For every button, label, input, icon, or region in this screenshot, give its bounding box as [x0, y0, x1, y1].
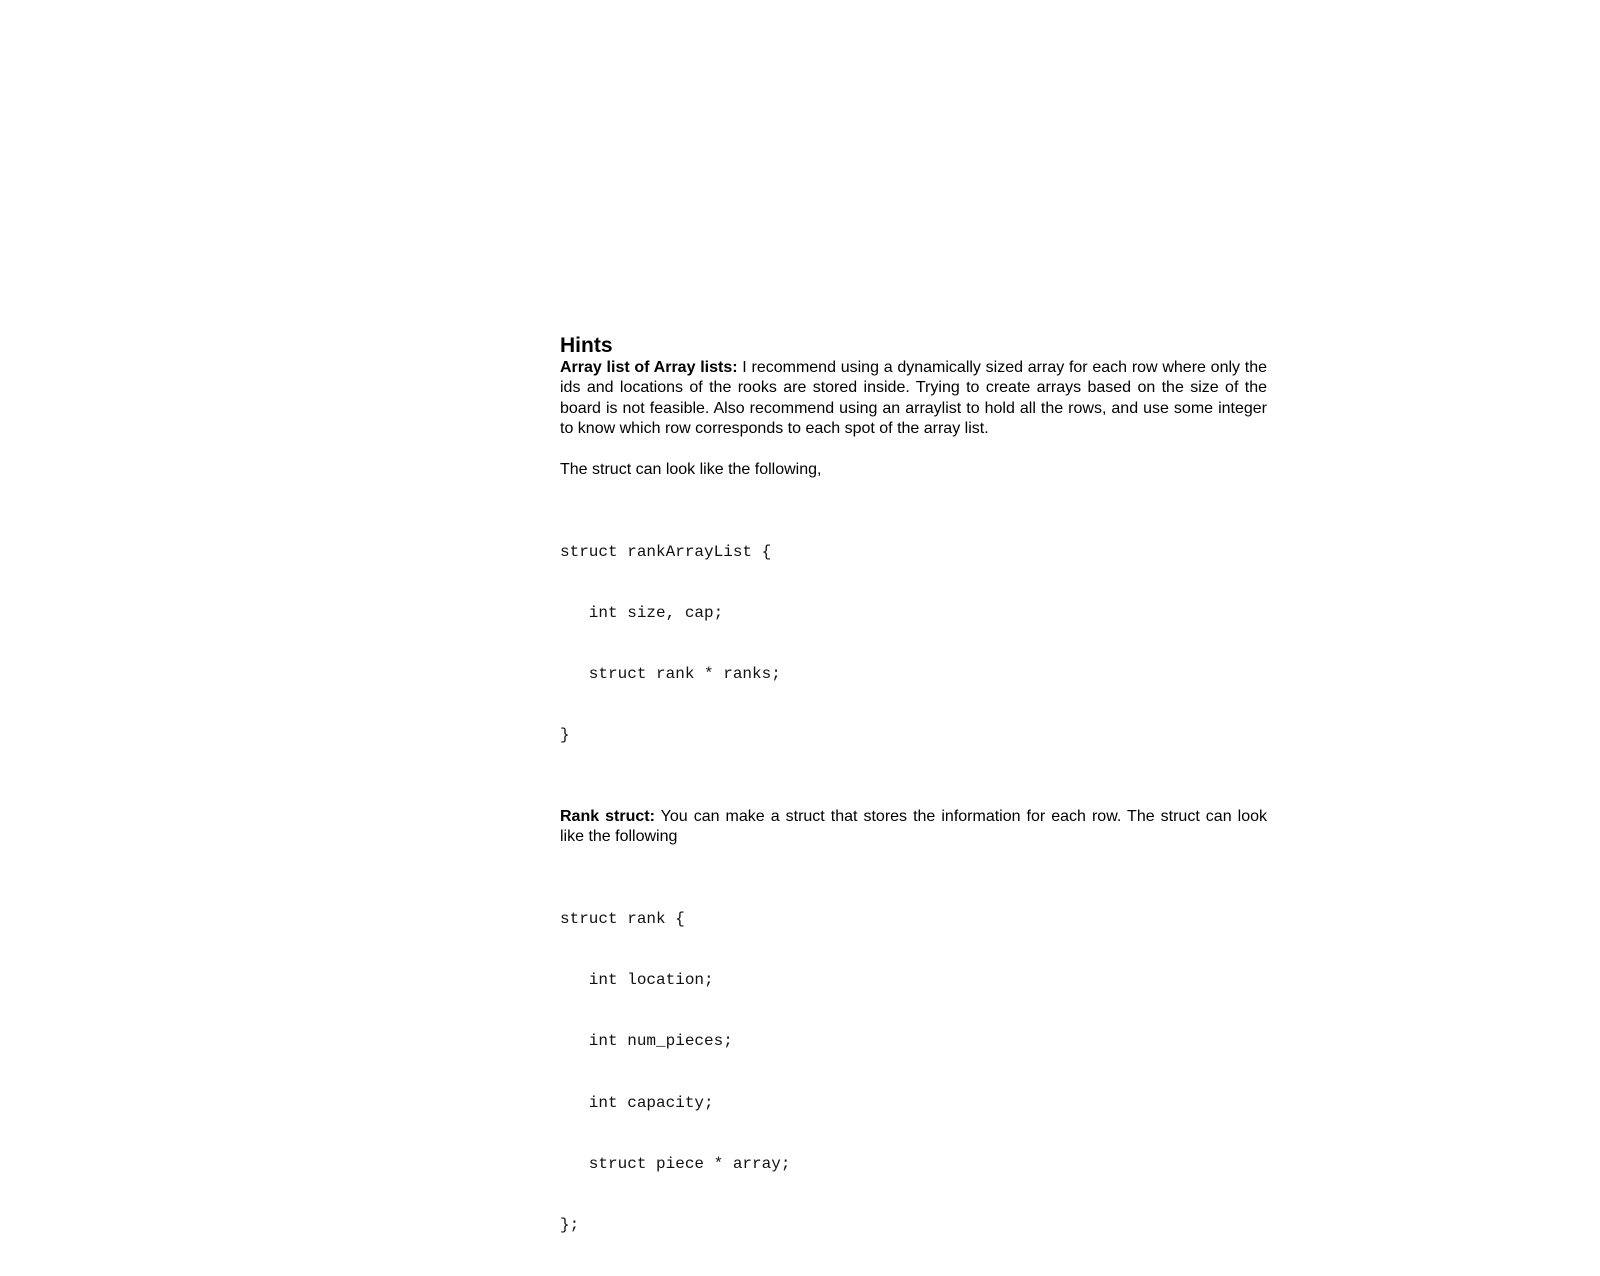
array-list-paragraph — [560, 358, 1267, 440]
code-line: struct rank * ranks; — [560, 665, 781, 684]
code-line: } — [560, 726, 570, 745]
spacer — [560, 440, 1267, 460]
array-list-text: I recommend using a dynamically sized array for each row where only the ids and locations of the rooks are stored inside. Trying to create arrays based on the size of the board is not feasible. Also recommend using an arraylist to hold all the rows, and use some integer to know which row corresponds to each spot of the array list. — [560, 359, 1268, 438]
rank-struct-paragraph — [560, 807, 1267, 848]
code-line: struct rankArrayList { — [560, 542, 772, 561]
spacer — [560, 848, 1267, 868]
spacer — [560, 787, 1267, 807]
code-line: int num_pieces; — [560, 1032, 733, 1051]
code-line: struct piece * array; — [560, 1154, 791, 1173]
hints-heading: Hints — [560, 334, 613, 357]
spacer — [560, 480, 1267, 500]
code-line: }; — [560, 1216, 580, 1234]
code-line: struct rank { — [560, 909, 685, 928]
struct-intro-text: The struct can look like the following, — [560, 461, 822, 479]
code-block-rank — [560, 868, 1267, 1276]
rank-struct-text: You can make a struct that stores the information for each row. The struct can look like the following — [560, 807, 1267, 846]
rank-struct-label: Rank struct: — [560, 807, 655, 825]
array-list-label: Array list of Array lists: — [560, 359, 738, 376]
code-block-rank-array-list — [560, 501, 1267, 787]
code-line: int size, cap; — [560, 603, 724, 622]
document-page — [560, 333, 1267, 1276]
code-line: int location; — [560, 971, 714, 990]
code-line: int capacity; — [560, 1093, 714, 1112]
